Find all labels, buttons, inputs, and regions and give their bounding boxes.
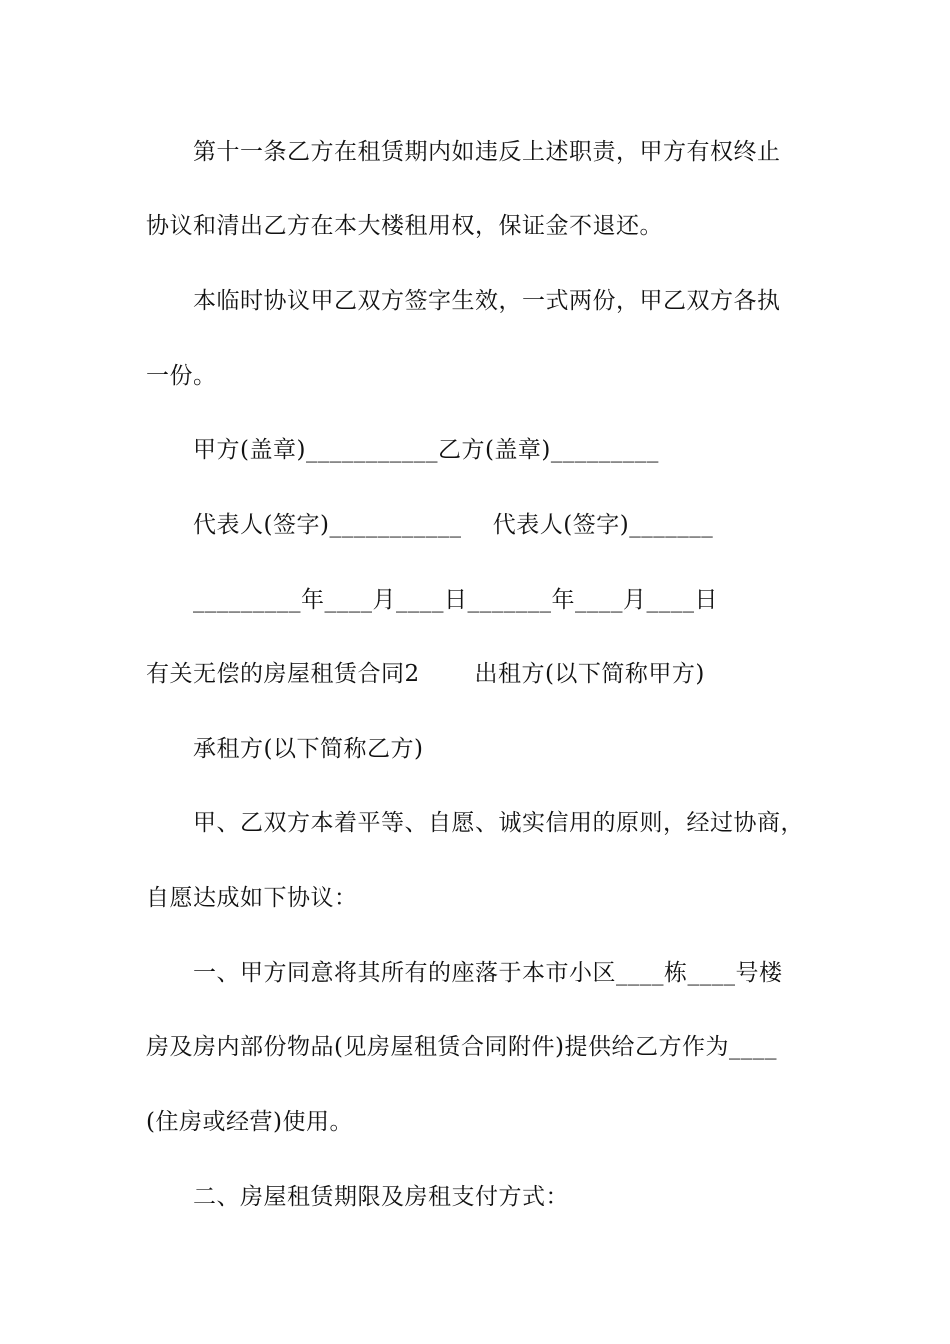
- lessee-line: 承租方(以下简称乙方): [193, 736, 424, 762]
- contract-title-line: 有关无偿的房屋租赁合同2 出租方(以下简称甲方): [146, 661, 705, 687]
- paragraph-line-1: 第十一条乙方在租赁期内如违反上述职责，甲方有权终止: [193, 139, 781, 165]
- paragraph-line-2: 协议和清出乙方在本大楼租用权，保证金不退还。: [146, 213, 663, 239]
- paragraph-line-4: 一份。: [146, 363, 217, 389]
- clause-one-line-1: 一、甲方同意将其所有的座落于本市小区____栋____号楼: [193, 960, 783, 986]
- clause-two-heading: 二、房屋租赁期限及房租支付方式：: [193, 1184, 569, 1210]
- clause-one-line-2: 房及房内部份物品(见房屋租赁合同附件)提供给乙方作为____: [146, 1034, 777, 1060]
- signature-date-line: _________年____月____日_______年____月____日: [193, 587, 718, 613]
- paragraph-line-11: 自愿达成如下协议：: [146, 885, 358, 911]
- clause-one-line-3: (住房或经营)使用。: [146, 1109, 353, 1135]
- signature-representative-line: 代表人(签字)___________ 代表人(签字)_______: [193, 512, 714, 538]
- paragraph-line-3: 本临时协议甲乙双方签字生效，一式两份，甲乙双方各执: [193, 288, 781, 314]
- signature-party-line: 甲方(盖章)___________乙方(盖章)_________: [193, 437, 659, 463]
- paragraph-line-10: 甲、乙双方本着平等、自愿、诚实信用的原则，经过协商，: [193, 810, 804, 836]
